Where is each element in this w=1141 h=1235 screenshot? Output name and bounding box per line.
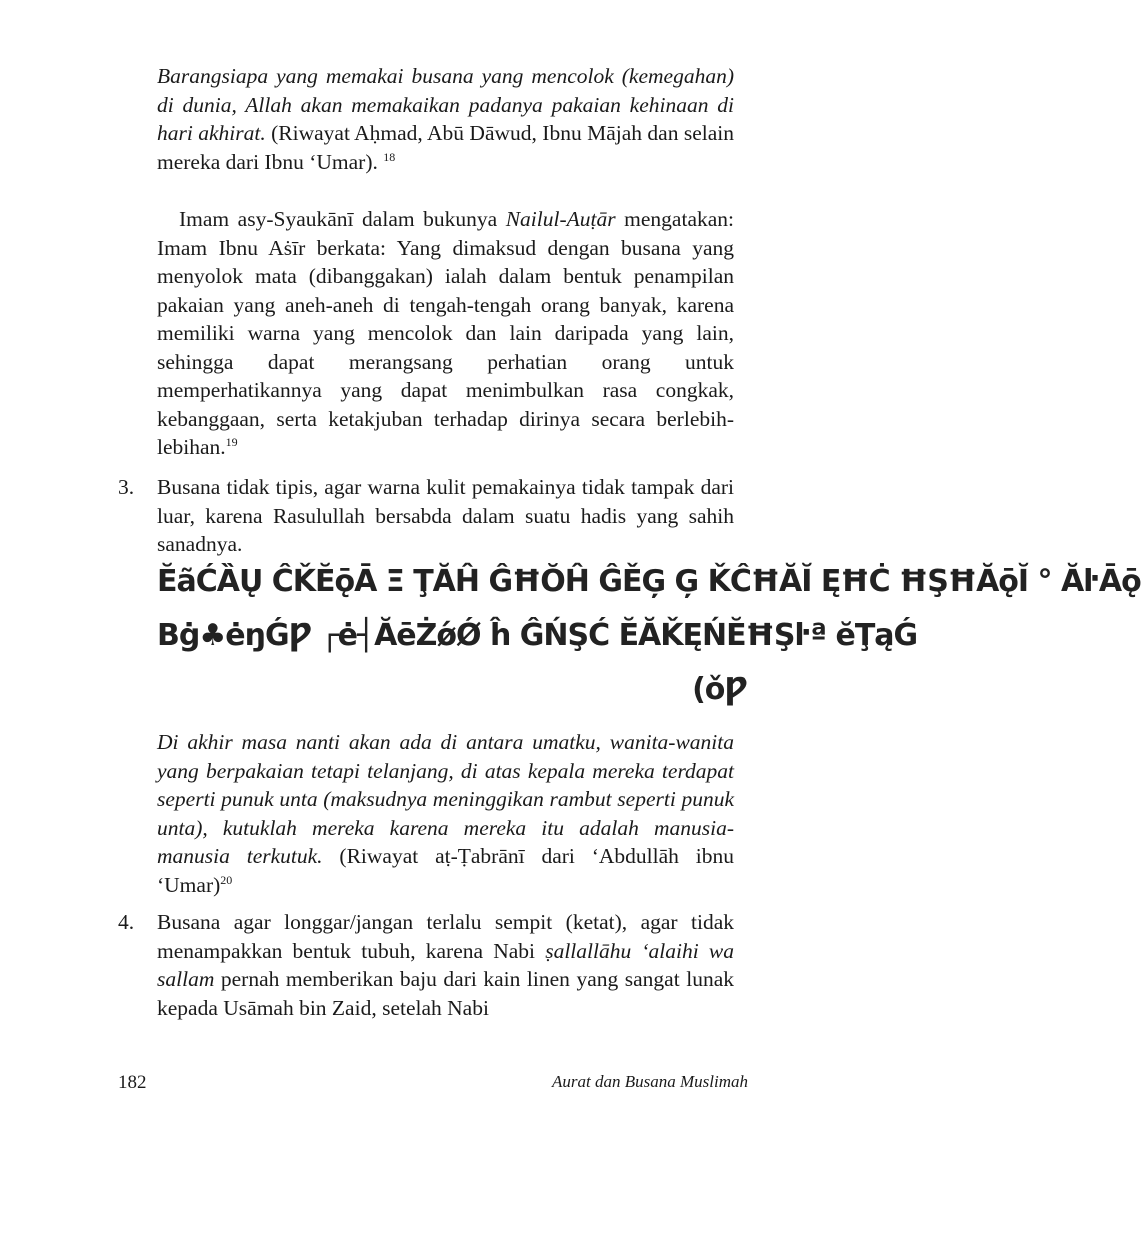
arabic-line-1: ĔãĆȀŲ ĈǨĔǭĀ Ξ ŢĂĤ ĜĦŎĤ ĜĚĢ Ģ ǨĈĦĂĬ ĘĦĊ ĦŞĦĂǭĬ ° ĂŀĀǭ — [157, 564, 1141, 599]
hadith-source: (Riwayat Aḥmad, Abū Dāwud, Ibnu Mājah dan selain mereka dari Ibnu ‘Umar). — [157, 121, 734, 174]
list-number-4: 4. — [118, 910, 135, 934]
honorific-italic: ṣallallāhu ‘alaihi wa sallam — [157, 938, 734, 991]
hadith-translation-italic: Barangsiapa yang memakai busana yang mencolok (kemegahan) di dunia, Allah akan memakaikan padanya pakaian kehinaan di hari akhirat. — [157, 64, 734, 145]
arabic-hadith-text — [157, 555, 1141, 717]
hadith-translation-paragraph-2 — [157, 728, 734, 899]
hadith-translation-paragraph — [157, 62, 734, 176]
book-title-nailul-autar: Nailul-Auṭār — [505, 207, 616, 231]
running-footer-title: Aurat dan Busana Muslimah — [552, 1072, 748, 1091]
arabic-line-3: (ǒǷ — [692, 672, 747, 707]
page-number: 182 — [118, 1072, 147, 1093]
commentary-paragraph — [157, 205, 734, 462]
commentary-text-start: Imam asy-Syaukānī dalam bukunya — [179, 207, 506, 231]
hadith-translation-italic-2: Di akhir masa nanti akan ada di antara umatku, wanita-wanita yang berpakaian tetapi telanjang, di atas kepala mereka terdapat seperti punuk unta (maksudnya meninggikan rambut seperti punuk unta), kutuklah mereka karena mereka itu adalah manusia-manusia terkutuk. — [157, 730, 734, 868]
list-item-3-text: Busana tidak tipis, agar warna kulit pemakainya tidak tampak dari luar, karena Rasulullah bersabda dalam suatu hadis yang sahih sanadnya. — [157, 475, 734, 556]
list-number-3: 3. — [118, 475, 135, 499]
arabic-line-2: Bġ♣ėŋǴǷ ┌ė┤ĂēŻǿǾ ĥ ĜŃŞĆ ĔĂǨĘŃĔĦŞŀª ĕŢąǴ — [157, 618, 918, 653]
list-item-4-text-start: Busana agar longgar/jangan terlalu sempit (ketat), agar tidak menampakkan bentuk tubuh, karena Nabi — [157, 910, 734, 963]
footnote-ref-20: 20 — [220, 872, 233, 887]
list-item-4-text-end: pernah memberikan baju dari kain linen yang sangat lunak kepada Usāmah bin Zaid, setelah Nabi — [157, 967, 734, 1020]
hadith-source-2: (Riwayat aṭ-Ṭabrānī dari ‘Abdullāh ibnu ‘Umar) — [157, 844, 734, 897]
footnote-ref-18: 18 — [383, 149, 396, 164]
footnote-ref-19: 19 — [225, 434, 238, 449]
list-item-4-text — [157, 908, 734, 1022]
commentary-text-end: mengatakan: Imam Ibnu Aṡīr berkata: Yang dimaksud dengan busana yang menyolok mata (dibanggakan) ialah dalam bentuk penampilan pakaian yang aneh-aneh di tengah-tengah orang banyak, karena memiliki warna yang mencolok dan lain daripada yang lain, sehingga dapat merangsang perhatian orang untuk memperhatikannya yang dapat menimbulkan rasa congkak, kebanggaan, serta ketakjuban terhadap dirinya secara berlebih-lebihan. — [157, 207, 735, 459]
